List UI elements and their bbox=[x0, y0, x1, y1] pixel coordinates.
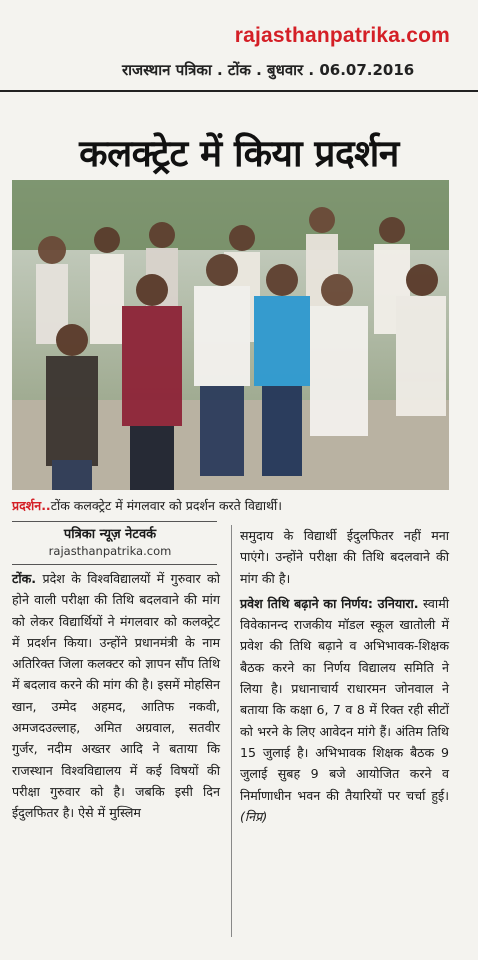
headline: कलक्ट्रेट में किया प्रदर्शन bbox=[79, 132, 399, 175]
site-name[interactable]: rajasthanpatrika.com bbox=[234, 24, 450, 47]
article-dateline: टोंक. bbox=[12, 571, 37, 586]
byline bbox=[10, 524, 210, 558]
right-body: स्वामी विवेकानन्द राजकीय मॉडल स्कूल खातोली में प्रवेश की तिथि बढ़ाने व अभिभावक-शिक्षक बैठक करने का निर्णय विद्यालय समिति ने लिया है। प्रधानाचार्य राधारमन जोनवाल ने बताया कि कक्षा 6, 7 व 8 में रिक्त रही सीटों को भरने के लिए आवेदन मांगे हैं। अंतिम तिथि 15 जुलाई है। अभिभावक शिक्षक बैठक 9 जुलाई सुबह 9 बजे आयोजित करने व निर्माणाधीन भवन की तैयारियों पर चर्चा हुई। bbox=[240, 595, 449, 803]
byline-agency: पत्रिका न्यूज़ नेटवर्क bbox=[63, 527, 157, 542]
news-photo bbox=[12, 180, 449, 490]
caption-text: टोंक कलक्ट्रेट में मंगलवार को प्रदर्शन करते विद्यार्थी। bbox=[50, 498, 283, 513]
byline-rule-top bbox=[12, 521, 217, 522]
signoff: (निप्र) bbox=[240, 808, 268, 824]
photo-caption bbox=[12, 497, 282, 514]
byline-site: rajasthanpatrika.com bbox=[48, 544, 172, 558]
students-protest-photo bbox=[12, 180, 449, 490]
right-column bbox=[240, 525, 449, 827]
column-divider bbox=[231, 525, 232, 937]
left-body: प्रदेश के विश्वविद्यालयों में गुरुवार को होने वाली परीक्षा की तिथि बदलवाने की मांग को लेकर विद्यार्थियों ने मंगलवार को कलक्ट्रेट में प्रदर्शन किया। उन्होंने प्रधानमंत्री के नाम अतिरिक्त जिला कलक्टर को ज्ञापन सौंप तिथि में बदलाव करने की मांग की है। इसमें मोहसिन खान, उम्मेद अहमद, आतिफ नकवी, अमजदउल्लाह, अमित अग्रवाल, सतवीर गुर्जर, नदीम अख्तर आदि ने बताया कि राजस्थान विश्वविद्यालय में कई विषयों की परीक्षा गुरुवार को है। जबकि इसी दिन ईदुलफितर है। ऐसे में मुस्लिम bbox=[12, 571, 220, 821]
caption-lead: प्रदर्शन.. bbox=[12, 498, 51, 513]
top-rule bbox=[0, 90, 478, 92]
subhead: प्रवेश तिथि बढ़ाने का निर्णय: उनियारा. bbox=[240, 595, 419, 611]
byline-rule-bottom bbox=[12, 564, 217, 565]
right-continuation: समुदाय के विद्यार्थी ईदुलफितर नहीं मना पाएंगे। उन्होंने परीक्षा की तिथि बदलवाने की मांग की है। bbox=[240, 528, 449, 586]
left-column bbox=[12, 568, 220, 824]
dateline: राजस्थान पत्रिका . टोंक . बुधवार . 06.07.2016 bbox=[122, 61, 415, 79]
